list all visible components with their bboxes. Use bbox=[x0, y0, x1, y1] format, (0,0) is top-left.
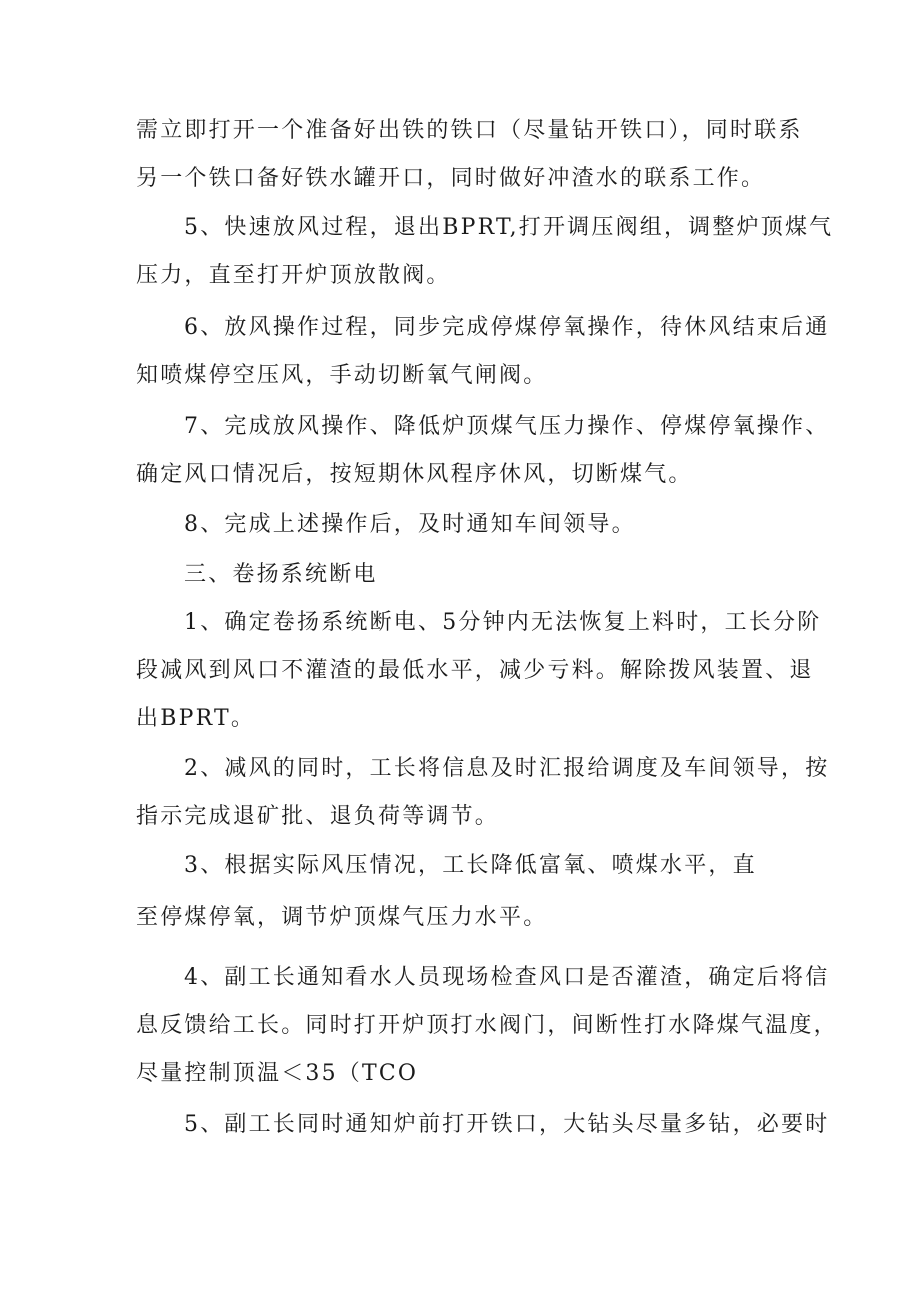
text-line: 另一个铁口备好铁水罐开口，同时做好冲渣水的联系工作。 bbox=[136, 166, 766, 191]
item-8-line: 8、完成上述操作后，及时通知车间领导。 bbox=[184, 512, 636, 537]
item-5-line: 5、快速放风过程，退出BPRT,打开调压阀组，调整炉顶煤气 bbox=[184, 215, 834, 240]
text-line: 出BPRT。 bbox=[136, 706, 256, 731]
text-line: 至停煤停氧，调节炉顶煤气压力水平。 bbox=[136, 905, 548, 930]
item-6-line: 6、放风操作过程，同步完成停煤停氧操作，待休风结束后通 bbox=[184, 315, 830, 340]
text-line: 确定风口情况后，按短期休风程序休风，切断煤气。 bbox=[136, 462, 693, 487]
item-5-line: 5、副工长同时通知炉前打开铁口，大钻头尽量多钻，必要时 bbox=[184, 1112, 830, 1137]
item-4-line: 4、副工长通知看水人员现场检查风口是否灌渣，确定后将信 bbox=[184, 965, 830, 990]
text-line: 知喷煤停空压风，手动切断氧气闸阀。 bbox=[136, 363, 548, 388]
text-line: 需立即打开一个准备好出铁的铁口（尽量钻开铁口），同时联系 bbox=[136, 118, 803, 143]
text-line: 息反馈给工长。同时打开炉顶打水阀门，间断性打水降煤气温度， bbox=[136, 1013, 838, 1038]
text-line: 压力，直至打开炉顶放散阀。 bbox=[136, 263, 451, 288]
section-heading: 三、卷扬系统断电 bbox=[184, 562, 378, 587]
text-line: 指示完成退矿批、退负荷等调节。 bbox=[136, 804, 500, 829]
item-3-line: 3、根据实际风压情况，工长降低富氧、喷煤水平，直 bbox=[184, 853, 757, 878]
text-line: 段减风到风口不灌渣的最低水平，减少亏料。解除拨风装置、退 bbox=[136, 658, 814, 683]
item-7-line: 7、完成放风操作、降低炉顶煤气压力操作、停煤停氧操作、 bbox=[184, 414, 830, 439]
item-1-line: 1、确定卷扬系统断电、5分钟内无法恢复上料时，工长分阶 bbox=[184, 610, 822, 635]
item-2-line: 2、减风的同时，工长将信息及时汇报给调度及车间领导，按 bbox=[184, 756, 830, 781]
text-line: 尽量控制顶温＜35（TCO bbox=[136, 1061, 419, 1086]
